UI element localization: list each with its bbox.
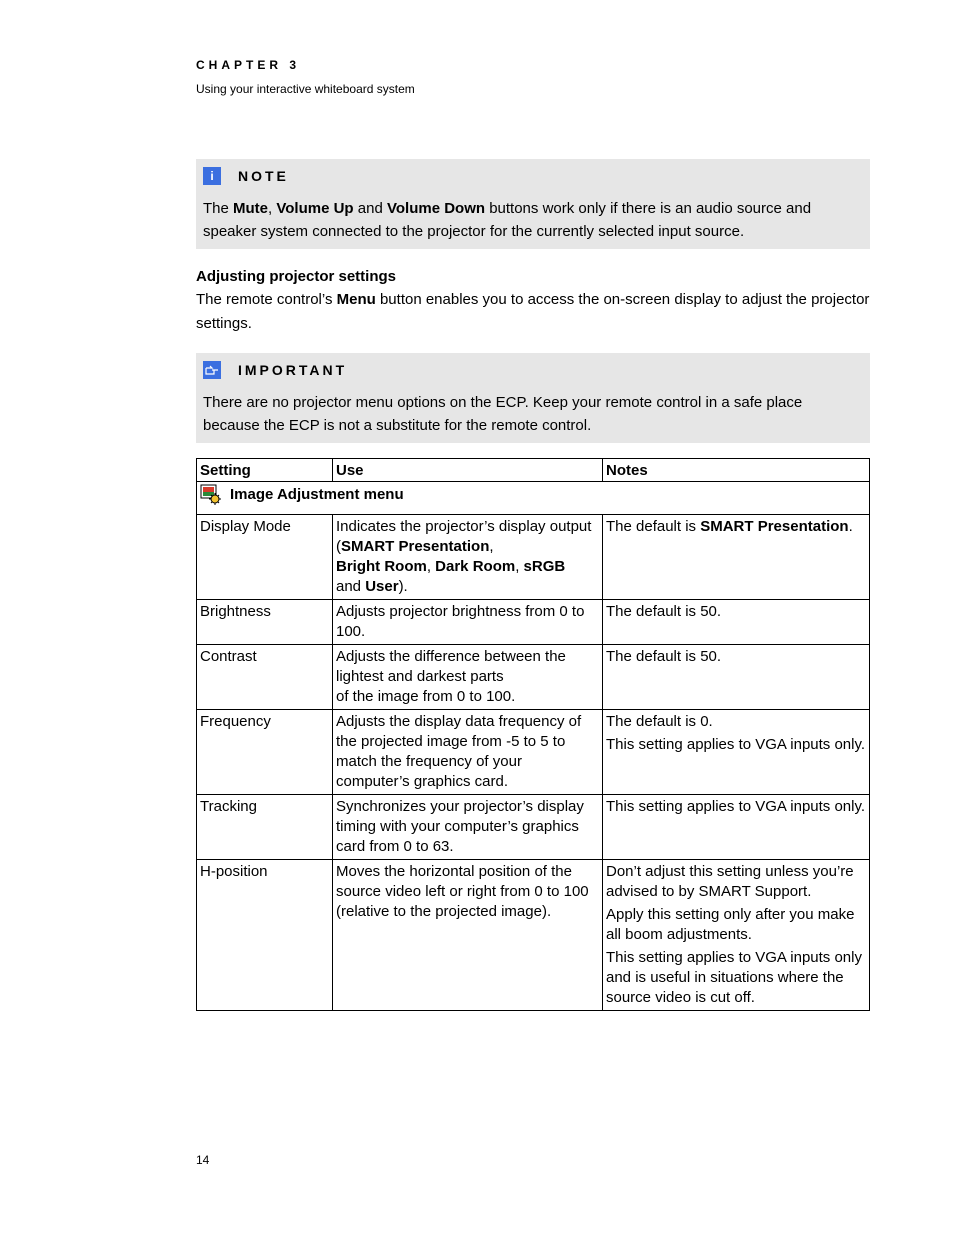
- use-cell: [333, 860, 603, 1011]
- table-row: [197, 710, 870, 795]
- text-run: and: [353, 200, 387, 217]
- text-run: ,: [268, 200, 277, 217]
- table-row: [197, 600, 870, 645]
- text-run: The default is 50.: [606, 603, 722, 620]
- use-cell: [333, 515, 603, 600]
- important-body: [203, 391, 862, 437]
- chapter-subtitle: Using your interactive whiteboard system: [196, 82, 415, 96]
- bold-text: SMART Presentation: [700, 518, 849, 535]
- text-run: Adjusts the display data frequency of the projected image from -5 to 5 to match the frequency of your computer’s graphics card.: [336, 713, 582, 790]
- adjusting-settings-section: [196, 268, 874, 336]
- text-run: This setting applies to VGA inputs only.: [606, 798, 866, 815]
- notes-cell: [603, 795, 870, 860]
- text-run: The default is 50.: [606, 648, 722, 665]
- bold-text: Mute: [233, 200, 269, 217]
- text-run: Don’t adjust this setting unless you’re advised to by SMART Support.: [606, 863, 854, 900]
- use-line: [336, 577, 599, 597]
- info-icon: i: [203, 167, 221, 185]
- use-line: [336, 647, 599, 687]
- text-run: buttons work only if there is an audio source and speaker system connected to the projector for the currently selected input source.: [203, 200, 812, 240]
- chapter-label: CHAPTER 3: [196, 58, 301, 72]
- text-run: The remote control’s: [196, 291, 337, 308]
- menu-title-text: Image Adjustment menu: [230, 486, 404, 503]
- text-run: button enables you to access the on-screen display to adjust the projector settings.: [196, 291, 870, 332]
- notes-cell: [603, 645, 870, 710]
- text-run: Adjusts projector brightness from 0 to 100.: [336, 603, 585, 640]
- text-run: ).: [398, 578, 408, 595]
- notes-cell: [603, 515, 870, 600]
- important-title: IMPORTANT: [238, 362, 348, 378]
- setting-cell: Contrast: [197, 645, 333, 710]
- bold-text: Dark Room: [435, 558, 516, 575]
- image-adjustment-icon: [200, 484, 222, 506]
- text-run: Moves the horizontal position of the source video left or right from 0 to 100 (relative to the projected image).: [336, 863, 589, 920]
- note-header: [203, 167, 862, 185]
- important-callout: [196, 353, 870, 443]
- note-body: [203, 197, 862, 243]
- use-line: [336, 862, 599, 922]
- use-line: [336, 712, 599, 792]
- bold-text: sRGB: [523, 558, 566, 575]
- text-run: Apply this setting only after you make all boom adjustments.: [606, 906, 855, 943]
- use-cell: [333, 710, 603, 795]
- notes-paragraph: [606, 905, 866, 945]
- setting-cell: Frequency: [197, 710, 333, 795]
- bold-text: User: [365, 578, 399, 595]
- setting-cell: Tracking: [197, 795, 333, 860]
- use-cell: [333, 795, 603, 860]
- page-header: [196, 58, 415, 96]
- text-run: ,: [426, 558, 436, 575]
- use-line: [336, 687, 599, 707]
- pointing-hand-icon: [203, 361, 221, 379]
- setting-cell: Brightness: [197, 600, 333, 645]
- table-row: [197, 860, 870, 1011]
- text-run: This setting applies to VGA inputs only and is useful in situations where the source video is cut off.: [606, 949, 862, 1006]
- menu-row: [197, 482, 870, 515]
- notes-paragraph: [606, 948, 866, 1008]
- notes-cell: [603, 600, 870, 645]
- notes-paragraph: [606, 735, 866, 755]
- important-header: [203, 361, 862, 379]
- notes-cell: [603, 710, 870, 795]
- text-run: There are no projector menu options on the ECP. Keep your remote control in a safe place because the ECP is not a substitute for the remote control.: [203, 394, 803, 434]
- text-run: Adjusts the difference between the lightest and darkest parts: [336, 648, 566, 685]
- table-row: [197, 645, 870, 710]
- text-run: and: [336, 578, 366, 595]
- note-title: NOTE: [238, 168, 289, 184]
- notes-paragraph: [606, 862, 866, 902]
- settings-table: [196, 458, 870, 1011]
- section-text: [196, 288, 874, 336]
- setting-cell: H-position: [197, 860, 333, 1011]
- text-run: Indicates the projector’s display output (: [336, 518, 592, 555]
- text-run: Synchronizes your projector’s display timing with your computer’s graphics card from 0 to 63.: [336, 798, 584, 855]
- bold-text: Bright Room: [336, 558, 427, 575]
- notes-paragraph: [606, 797, 866, 817]
- use-line: [336, 602, 599, 642]
- table-body: [197, 482, 870, 1011]
- header-setting: Setting: [197, 459, 333, 482]
- bold-text: Volume Up: [276, 200, 354, 217]
- text-run: The default is: [606, 518, 701, 535]
- header-notes: Notes: [603, 459, 870, 482]
- menu-cell: [197, 482, 870, 515]
- setting-cell: Display Mode: [197, 515, 333, 600]
- table-header-row: [197, 459, 870, 482]
- text-run: The default is 0.: [606, 713, 713, 730]
- table-row: [197, 795, 870, 860]
- use-line: [336, 517, 599, 557]
- bold-text: SMART Presentation: [341, 538, 490, 555]
- table-row: [197, 515, 870, 600]
- bold-text: Volume Down: [386, 200, 486, 217]
- notes-paragraph: [606, 602, 866, 622]
- text-run: .: [848, 518, 853, 535]
- text-run: The: [203, 200, 234, 217]
- text-run: ,: [515, 558, 524, 575]
- text-run: of the image from 0 to 100.: [336, 688, 516, 705]
- use-cell: [333, 600, 603, 645]
- bold-text: Menu: [336, 291, 376, 308]
- notes-paragraph: [606, 712, 866, 732]
- note-callout: [196, 159, 870, 249]
- notes-cell: [603, 860, 870, 1011]
- use-line: [336, 797, 599, 857]
- use-line: [336, 557, 599, 577]
- menu-title: [200, 484, 404, 506]
- text-run: ,: [489, 538, 494, 555]
- notes-paragraph: [606, 517, 866, 537]
- pointing-hand-glyph: [205, 364, 219, 376]
- use-cell: [333, 645, 603, 710]
- header-use: Use: [333, 459, 603, 482]
- page-number: 14: [196, 1153, 210, 1167]
- section-heading: Adjusting projector settings: [196, 268, 397, 285]
- text-run: This setting applies to VGA inputs only.: [606, 736, 866, 753]
- notes-paragraph: [606, 647, 866, 667]
